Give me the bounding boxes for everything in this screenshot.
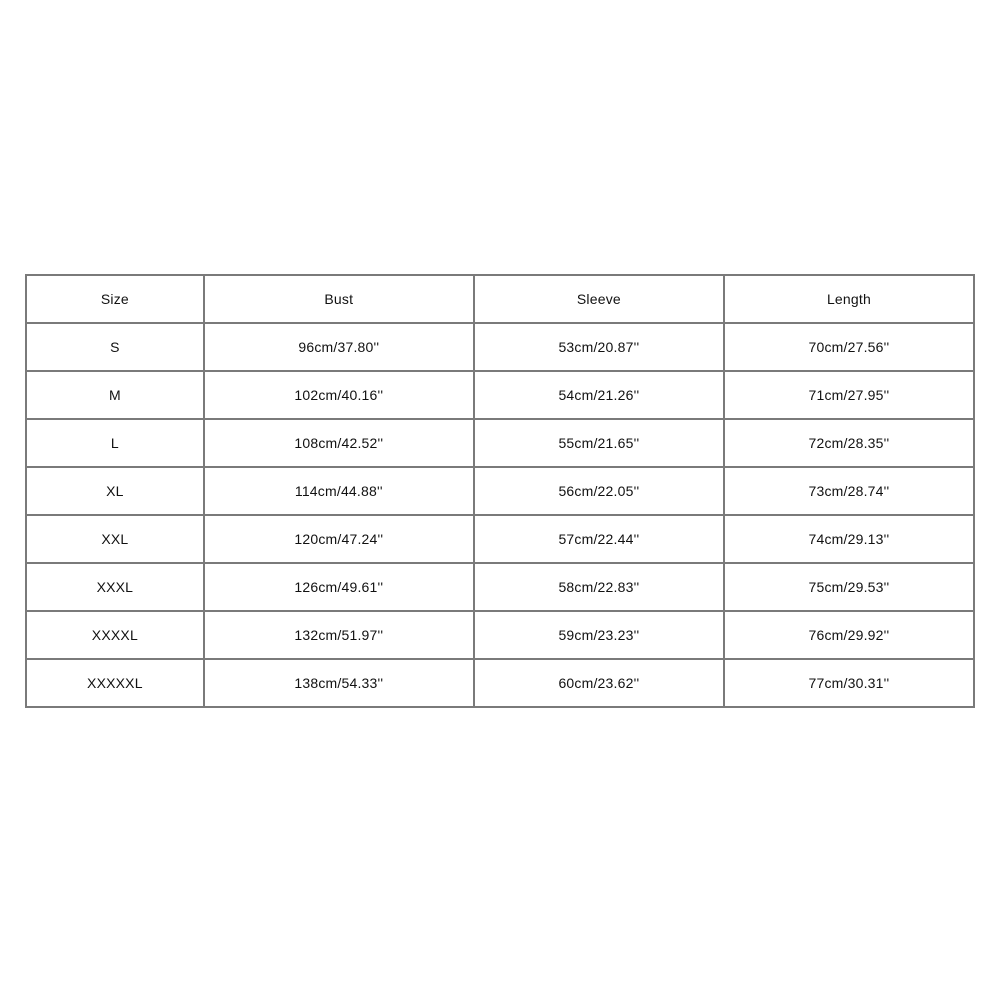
cell-size: XXXL xyxy=(26,563,204,611)
table-row xyxy=(26,467,974,515)
cell-bust: 108cm/42.52'' xyxy=(204,419,474,467)
size-chart-table xyxy=(25,274,975,708)
cell-sleeve: 55cm/21.65'' xyxy=(474,419,724,467)
header-sleeve: Sleeve xyxy=(474,275,724,323)
header-length: Length xyxy=(724,275,974,323)
cell-length: 70cm/27.56'' xyxy=(724,323,974,371)
cell-length: 75cm/29.53'' xyxy=(724,563,974,611)
cell-size: M xyxy=(26,371,204,419)
cell-size: XXXXL xyxy=(26,611,204,659)
cell-bust: 120cm/47.24'' xyxy=(204,515,474,563)
cell-length: 72cm/28.35'' xyxy=(724,419,974,467)
cell-size: XXXXXL xyxy=(26,659,204,707)
header-size: Size xyxy=(26,275,204,323)
table-row xyxy=(26,371,974,419)
cell-sleeve: 60cm/23.62'' xyxy=(474,659,724,707)
table-row xyxy=(26,323,974,371)
header-bust: Bust xyxy=(204,275,474,323)
cell-sleeve: 57cm/22.44'' xyxy=(474,515,724,563)
cell-length: 74cm/29.13'' xyxy=(724,515,974,563)
cell-size: S xyxy=(26,323,204,371)
cell-length: 76cm/29.92'' xyxy=(724,611,974,659)
cell-sleeve: 59cm/23.23'' xyxy=(474,611,724,659)
cell-sleeve: 58cm/22.83'' xyxy=(474,563,724,611)
cell-sleeve: 53cm/20.87'' xyxy=(474,323,724,371)
cell-sleeve: 54cm/21.26'' xyxy=(474,371,724,419)
cell-bust: 132cm/51.97'' xyxy=(204,611,474,659)
cell-bust: 96cm/37.80'' xyxy=(204,323,474,371)
cell-bust: 114cm/44.88'' xyxy=(204,467,474,515)
cell-size: L xyxy=(26,419,204,467)
cell-size: XL xyxy=(26,467,204,515)
cell-length: 73cm/28.74'' xyxy=(724,467,974,515)
cell-length: 71cm/27.95'' xyxy=(724,371,974,419)
table-row xyxy=(26,563,974,611)
cell-bust: 102cm/40.16'' xyxy=(204,371,474,419)
cell-length: 77cm/30.31'' xyxy=(724,659,974,707)
cell-bust: 126cm/49.61'' xyxy=(204,563,474,611)
table-row xyxy=(26,419,974,467)
table-header-row xyxy=(26,275,974,323)
table-row xyxy=(26,659,974,707)
cell-bust: 138cm/54.33'' xyxy=(204,659,474,707)
table-row xyxy=(26,611,974,659)
table-row xyxy=(26,515,974,563)
cell-size: XXL xyxy=(26,515,204,563)
cell-sleeve: 56cm/22.05'' xyxy=(474,467,724,515)
